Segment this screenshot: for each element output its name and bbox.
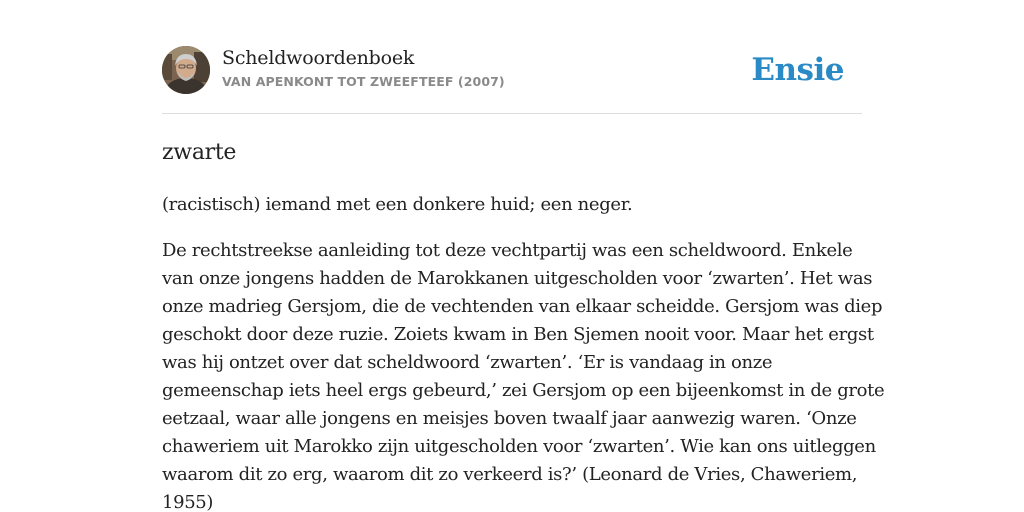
example-line: chaweriem uit Marokko zijn uitgescholden voor ‘zwarten’. Wie kan ons uitleggen (162, 436, 876, 457)
example-line: waarom dit zo erg, waarom dit zo verkeerd is?’ (Leonard de Vries, Chaweriem, (162, 464, 858, 485)
example-line: van onze jongens hadden de Marokkanen uitgescholden voor ‘zwarten’. Het was (162, 268, 873, 289)
example-line: geschokt door deze ruzie. Zoiets kwam in Ben Sjemen nooit voor. Maar het ergst (162, 324, 874, 345)
header-divider (162, 113, 862, 114)
source-title[interactable]: Scheldwoordenboek (222, 47, 415, 69)
example-line: gemeenschap iets heel ergs gebeurd,’ zei Gersjom op een bijeenkomst in de grote (162, 380, 885, 401)
example-line: was hij ontzet over dat scheldwoord ‘zwarten’. ‘Er is vandaag in onze (162, 352, 773, 373)
entry-page (162, 0, 885, 512)
example-line: 1955) (162, 492, 214, 512)
example-line: De rechtstreekse aanleiding tot deze vechtpartij was een scheldwoord. Enkele (162, 240, 853, 261)
entry-headword: zwarte (162, 140, 237, 165)
example-line: onze madrieg Gersjom, die de vechtenden van elkaar scheidde. Gersjom was diep (162, 296, 883, 317)
ensie-logo[interactable]: Ensie (751, 52, 844, 88)
source-header (162, 46, 862, 96)
source-subtitle: VAN APENKONT TOT ZWEEFTEEF (2007) (222, 74, 505, 89)
author-portrait-icon (162, 46, 210, 94)
entry-example (162, 237, 885, 512)
entry-definition: (racistisch) iemand met een donkere huid; een neger. (162, 194, 633, 215)
example-line: eetzaal, waar alle jongens en meisjes boven twaalf jaar aanwezig waren. ‘Onze (162, 408, 857, 429)
author-avatar[interactable] (162, 46, 210, 94)
